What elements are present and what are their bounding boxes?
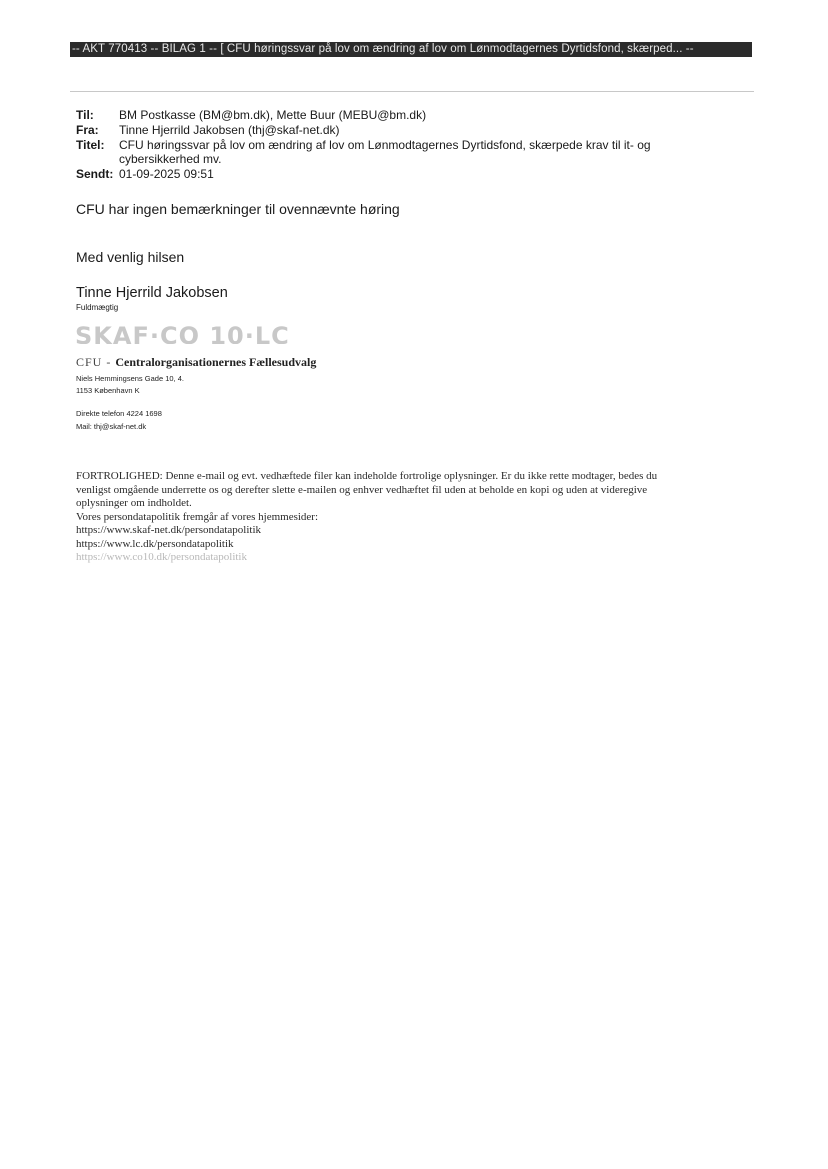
- policy-intro: Vores persondatapolitik fremgår af vores hjemmesider:: [76, 510, 319, 523]
- mail-line: Mail: thj@skaf-net.dk: [76, 422, 147, 431]
- policy-link-co10[interactable]: https://www.co10.dk/persondatapolitik: [76, 551, 247, 563]
- signature-role: Fuldmægtig: [76, 303, 119, 312]
- greeting: Med venlig hilsen: [76, 249, 185, 265]
- conf-text-3: oplysninger om indholdet.: [76, 497, 192, 509]
- sent-label: Sendt:: [76, 167, 114, 181]
- org-sep: -: [102, 355, 116, 369]
- to-value: BM Postkasse (BM@bm.dk), Mette Buur (MEBU@bm.dk): [119, 108, 427, 122]
- to-label: Til:: [76, 108, 94, 122]
- policy-link-skaf[interactable]: https://www.skaf-net.dk/persondatapolitik: [76, 524, 262, 536]
- message-text: CFU har ingen bemærkninger til ovennævnte høring: [76, 201, 400, 217]
- from-value: Tinne Hjerrild Jakobsen (thj@skaf-net.dk): [119, 123, 340, 137]
- conf-text-1: FORTROLIGHED: Denne e-mail og evt. vedhæftede filer kan indeholde fortrolige oplysninger. Er du ikke rette modtager, bedes du: [76, 470, 658, 482]
- org-logo: SKAF·CO 10·LC: [75, 322, 290, 344]
- sent-value: 01-09-2025 09:51: [119, 167, 214, 181]
- address-line-2: 1153 København K: [76, 386, 140, 395]
- org-name: Centralorganisationernes Fællesudvalg: [115, 355, 317, 369]
- title-label: Titel:: [76, 138, 105, 152]
- org-name-line: [76, 355, 316, 370]
- divider: [70, 91, 754, 92]
- from-label: Fra:: [76, 123, 99, 137]
- address-line-1: Niels Hemmingsens Gade 10, 4.: [76, 374, 184, 383]
- phone-line: Direkte telefon 4224 1698: [76, 409, 162, 418]
- org-abbr: CFU: [76, 355, 103, 369]
- title-value-line-1: CFU høringssvar på lov om ændring af lov om Lønmodtagernes Dyrtidsfond, skærpede krav til it- og: [119, 138, 651, 152]
- signature-name: Tinne Hjerrild Jakobsen: [76, 285, 228, 301]
- policy-link-lc[interactable]: https://www.lc.dk/persondatapolitik: [76, 537, 234, 550]
- confidentiality-notice: [76, 470, 756, 565]
- title-value-line-2: cybersikkerhed mv.: [119, 152, 222, 166]
- document-banner: -- AKT 770413 -- BILAG 1 -- [ CFU høringssvar på lov om ændring af lov om Lønmodtagernes Dyrtidsfond, skærped... --: [70, 42, 752, 57]
- conf-text-2: venligst omgående underrette os og derefter slette e-mailen og enhver vedhæftet fil uden at beholde en kopi og uden at videregive: [76, 483, 648, 496]
